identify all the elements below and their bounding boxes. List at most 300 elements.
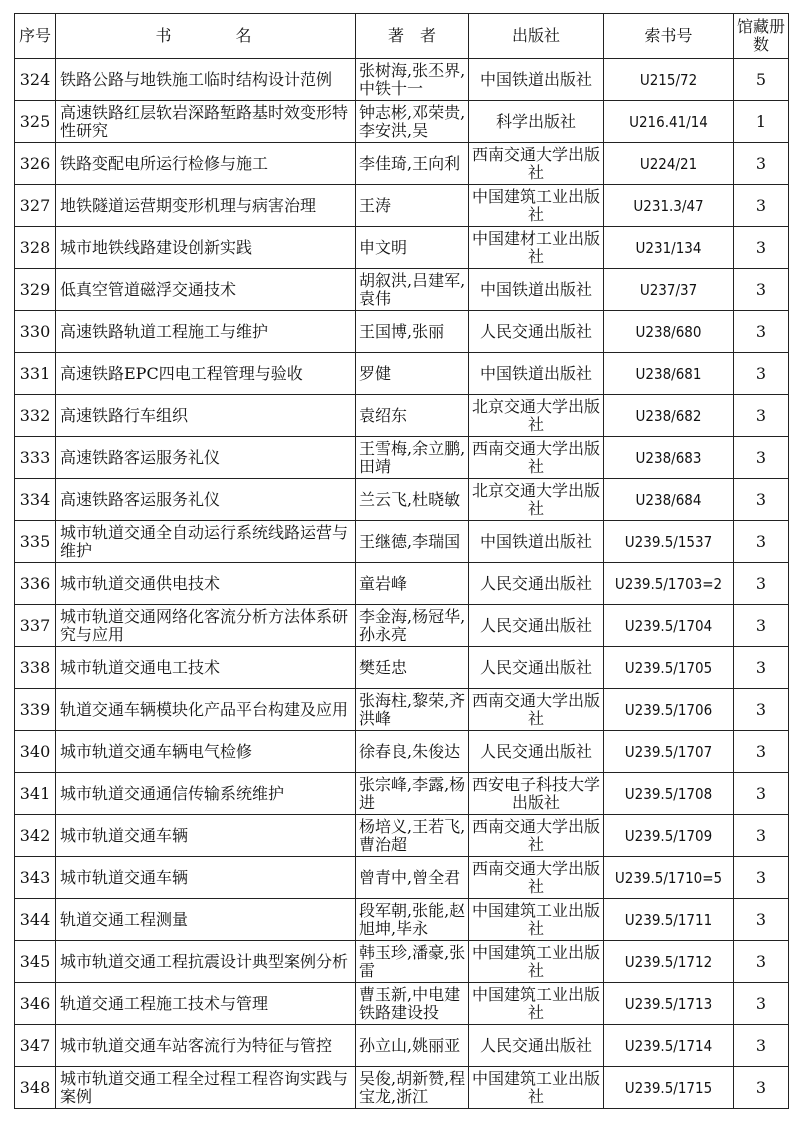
cell-author-text: 王国博,张丽 — [359, 322, 445, 341]
cell-author — [356, 227, 469, 269]
cell-call-number — [604, 479, 734, 521]
cell-copies — [734, 521, 789, 563]
cell-call-number-text: U239.5/1712 — [624, 952, 713, 971]
cell-author-text: 韩玉珍,潘豪,张雷 — [359, 943, 466, 980]
cell-publisher-text: 北京交通大学出版社 — [471, 397, 600, 434]
cell-copies — [734, 563, 789, 605]
cell-title-text: 城市轨道交通供电技术 — [60, 574, 221, 593]
cell-publisher — [469, 773, 604, 815]
cell-title — [56, 689, 356, 731]
cell-call-number-text: U239.5/1537 — [624, 532, 713, 551]
cell-author — [356, 353, 469, 395]
cell-copies — [734, 605, 789, 647]
cell-title — [56, 521, 356, 563]
cell-publisher-text: 人民交通出版社 — [479, 616, 592, 635]
cell-copies-text: 3 — [755, 238, 767, 257]
cell-copies — [734, 395, 789, 437]
cell-call-number-text: U238/681 — [635, 364, 702, 383]
cell-publisher-text: 中国建筑工业出版社 — [471, 901, 600, 938]
cell-call-number — [604, 311, 734, 353]
cell-publisher-text: 中国铁道出版社 — [479, 280, 592, 299]
cell-no-text: 331 — [19, 364, 51, 383]
cell-title-text: 铁路公路与地铁施工临时结构设计范例 — [60, 70, 333, 89]
cell-copies-text: 3 — [755, 910, 767, 929]
cell-publisher — [469, 689, 604, 731]
cell-title-text: 高速铁路轨道工程施工与维护 — [60, 322, 269, 341]
cell-author-text: 张树海,张丕界,中铁十一 — [359, 61, 466, 98]
cell-call-number-text: U216.41/14 — [629, 112, 708, 131]
cell-title-text: 轨道交通工程施工技术与管理 — [60, 994, 269, 1013]
table-row — [15, 311, 789, 353]
cell-no-text: 324 — [19, 70, 51, 89]
cell-call-number-text: U238/682 — [635, 406, 702, 425]
cell-no-text: 332 — [19, 406, 51, 425]
cell-call-number-text: U239.5/1707 — [624, 742, 713, 761]
cell-title — [56, 983, 356, 1025]
cell-copies-text: 3 — [755, 1036, 767, 1055]
cell-title-text: 轨道交通车辆模块化产品平台构建及应用 — [60, 700, 349, 719]
cell-author-text: 王继德,李瑞国 — [359, 532, 461, 551]
cell-copies — [734, 899, 789, 941]
cell-call-number-text: U239.5/1714 — [624, 1036, 713, 1055]
cell-author-text: 王涛 — [359, 196, 392, 215]
cell-publisher — [469, 185, 604, 227]
cell-author-text: 钟志彬,邓荣贵,李安洪,吴 — [359, 103, 466, 140]
cell-no — [15, 185, 56, 227]
cell-author — [356, 983, 469, 1025]
cell-title — [56, 101, 356, 143]
header-copies: 馆藏册数 — [734, 14, 789, 59]
cell-no — [15, 101, 56, 143]
header-publisher: 出版社 — [469, 14, 604, 59]
cell-title-text: 城市轨道交通车辆电气检修 — [60, 742, 253, 761]
cell-title — [56, 773, 356, 815]
cell-publisher — [469, 647, 604, 689]
cell-author — [356, 1067, 469, 1109]
cell-call-number — [604, 815, 734, 857]
table-row — [15, 353, 789, 395]
cell-title-text: 城市轨道交通工程全过程工程咨询实践与案例 — [60, 1069, 349, 1106]
cell-publisher — [469, 395, 604, 437]
cell-copies — [734, 353, 789, 395]
cell-copies — [734, 1025, 789, 1067]
cell-publisher — [469, 1025, 604, 1067]
cell-title-text: 城市轨道交通全自动运行系统线路运营与维护 — [60, 523, 349, 560]
cell-title-text: 高速铁路客运服务礼仪 — [60, 448, 221, 467]
cell-no — [15, 311, 56, 353]
cell-no — [15, 1025, 56, 1067]
cell-title — [56, 437, 356, 479]
cell-call-number-text: U239.5/1705 — [624, 658, 713, 677]
cell-author-text: 童岩峰 — [359, 574, 408, 593]
cell-copies-text: 3 — [755, 784, 767, 803]
cell-copies-text: 3 — [755, 154, 767, 173]
cell-call-number — [604, 143, 734, 185]
cell-publisher — [469, 521, 604, 563]
cell-copies — [734, 1067, 789, 1109]
cell-no-text: 337 — [19, 616, 51, 635]
cell-copies — [734, 59, 789, 101]
cell-publisher — [469, 59, 604, 101]
cell-publisher — [469, 605, 604, 647]
cell-publisher — [469, 227, 604, 269]
cell-no — [15, 269, 56, 311]
table-row — [15, 269, 789, 311]
cell-call-number-text: U239.5/1706 — [624, 700, 713, 719]
cell-no-text: 327 — [19, 196, 51, 215]
cell-copies — [734, 731, 789, 773]
cell-publisher — [469, 353, 604, 395]
cell-title-text: 城市轨道交通电工技术 — [60, 658, 221, 677]
cell-call-number-text: U239.5/1713 — [624, 994, 713, 1013]
cell-call-number — [604, 59, 734, 101]
table-row — [15, 437, 789, 479]
cell-title-text: 高速铁路红层软岩深路堑路基时效变形特性研究 — [60, 103, 349, 140]
cell-no-text: 336 — [19, 574, 51, 593]
cell-author-text: 张宗峰,李露,杨进 — [359, 775, 466, 812]
cell-author — [356, 185, 469, 227]
cell-author-text: 孙立山,姚丽亚 — [359, 1036, 461, 1055]
table-row — [15, 941, 789, 983]
table-row — [15, 101, 789, 143]
table-row — [15, 983, 789, 1025]
cell-author — [356, 731, 469, 773]
table-header — [15, 14, 789, 59]
cell-copies — [734, 437, 789, 479]
cell-no-text: 342 — [19, 826, 51, 845]
cell-publisher-text: 人民交通出版社 — [479, 742, 592, 761]
cell-call-number-text: U231/134 — [635, 238, 702, 257]
table-row — [15, 899, 789, 941]
cell-title — [56, 1067, 356, 1109]
cell-call-number-text: U238/683 — [635, 448, 702, 467]
cell-author-text: 张海柱,黎荣,齐洪峰 — [359, 691, 466, 728]
cell-copies-text: 3 — [755, 826, 767, 845]
cell-call-number-text: U239.5/1708 — [624, 784, 713, 803]
cell-title — [56, 395, 356, 437]
cell-author — [356, 395, 469, 437]
cell-author-text: 樊廷忠 — [359, 658, 408, 677]
cell-publisher — [469, 311, 604, 353]
cell-no-text: 333 — [19, 448, 51, 467]
cell-no — [15, 815, 56, 857]
cell-title — [56, 899, 356, 941]
cell-title-text: 城市轨道交通网络化客流分析方法体系研究与应用 — [60, 607, 349, 644]
cell-title-text: 城市轨道交通车辆 — [60, 868, 189, 887]
cell-title-text: 城市地铁线路建设创新实践 — [60, 238, 253, 257]
cell-publisher-text: 人民交通出版社 — [479, 574, 592, 593]
table-row — [15, 521, 789, 563]
cell-author-text: 袁绍东 — [359, 406, 408, 425]
table-row — [15, 395, 789, 437]
cell-copies-text: 3 — [755, 1078, 767, 1097]
cell-no — [15, 983, 56, 1025]
cell-no-text: 329 — [19, 280, 51, 299]
cell-no-text: 328 — [19, 238, 51, 257]
cell-publisher-text: 中国建筑工业出版社 — [471, 1069, 600, 1106]
cell-copies-text: 3 — [755, 742, 767, 761]
cell-copies-text: 3 — [755, 364, 767, 383]
cell-copies — [734, 941, 789, 983]
cell-no — [15, 689, 56, 731]
cell-title — [56, 605, 356, 647]
cell-no — [15, 59, 56, 101]
table-row — [15, 143, 789, 185]
cell-title — [56, 185, 356, 227]
cell-call-number-text: U239.5/1703=2 — [614, 574, 723, 593]
cell-title — [56, 563, 356, 605]
cell-publisher-text: 中国建材工业出版社 — [471, 229, 600, 266]
cell-title-text: 铁路变配电所运行检修与施工 — [60, 154, 269, 173]
cell-title — [56, 1025, 356, 1067]
cell-publisher — [469, 857, 604, 899]
table-row — [15, 59, 789, 101]
cell-call-number — [604, 689, 734, 731]
header-title: 书 名 — [56, 14, 356, 59]
cell-publisher-text: 人民交通出版社 — [479, 1036, 592, 1055]
cell-publisher — [469, 1067, 604, 1109]
cell-title-text: 高速铁路EPC四电工程管理与验收 — [60, 364, 303, 383]
cell-no — [15, 1067, 56, 1109]
cell-call-number — [604, 353, 734, 395]
cell-author — [356, 1025, 469, 1067]
cell-call-number — [604, 395, 734, 437]
cell-publisher-text: 中国建筑工业出版社 — [471, 985, 600, 1022]
cell-title-text: 轨道交通工程测量 — [60, 910, 189, 929]
header-row — [15, 14, 789, 59]
cell-copies — [734, 227, 789, 269]
cell-publisher — [469, 983, 604, 1025]
cell-no-text: 348 — [19, 1078, 51, 1097]
cell-no-text: 325 — [19, 112, 51, 131]
cell-no — [15, 353, 56, 395]
cell-copies — [734, 143, 789, 185]
cell-author-text: 徐春良,朱俊达 — [359, 742, 461, 761]
cell-author-text: 段军朝,张能,赵旭坤,毕永 — [359, 901, 466, 938]
cell-call-number-text: U239.5/1709 — [624, 826, 713, 845]
cell-author — [356, 521, 469, 563]
cell-copies-text: 1 — [755, 112, 767, 131]
cell-author-text: 胡叙洪,吕建军,袁伟 — [359, 271, 466, 308]
cell-title — [56, 59, 356, 101]
cell-call-number — [604, 605, 734, 647]
cell-copies-text: 3 — [755, 994, 767, 1013]
cell-call-number — [604, 773, 734, 815]
cell-title — [56, 647, 356, 689]
cell-publisher-text: 西南交通大学出版社 — [471, 691, 600, 728]
cell-copies-text: 3 — [755, 280, 767, 299]
book-list-table — [14, 13, 789, 1109]
cell-author — [356, 59, 469, 101]
cell-author — [356, 647, 469, 689]
cell-no-text: 341 — [19, 784, 51, 803]
cell-author-text: 曾青中,曾全君 — [359, 868, 461, 887]
cell-title-text: 城市轨道交通通信传输系统维护 — [60, 784, 285, 803]
cell-title-text: 高速铁路客运服务礼仪 — [60, 490, 221, 509]
table-row — [15, 185, 789, 227]
cell-call-number-text: U239.5/1704 — [624, 616, 713, 635]
cell-publisher-text: 中国建筑工业出版社 — [471, 943, 600, 980]
cell-no — [15, 143, 56, 185]
cell-title-text: 城市轨道交通车辆 — [60, 826, 189, 845]
cell-no — [15, 605, 56, 647]
cell-call-number-text: U215/72 — [639, 70, 698, 89]
cell-copies — [734, 185, 789, 227]
cell-title — [56, 353, 356, 395]
cell-call-number — [604, 269, 734, 311]
cell-no — [15, 479, 56, 521]
cell-call-number-text: U224/21 — [639, 154, 698, 173]
cell-author-text: 杨培义,王若飞,曹治超 — [359, 817, 466, 854]
table-row — [15, 1025, 789, 1067]
cell-no-text: 344 — [19, 910, 51, 929]
cell-call-number-text: U239.5/1711 — [624, 910, 713, 929]
cell-publisher-text: 西南交通大学出版社 — [471, 817, 600, 854]
cell-title-text: 城市轨道交通工程抗震设计典型案例分析 — [60, 952, 349, 971]
cell-copies-text: 3 — [755, 868, 767, 887]
cell-author — [356, 815, 469, 857]
cell-no-text: 340 — [19, 742, 51, 761]
cell-author-text: 罗健 — [359, 364, 392, 383]
cell-copies-text: 5 — [755, 70, 767, 89]
cell-call-number — [604, 1067, 734, 1109]
cell-publisher — [469, 731, 604, 773]
cell-title — [56, 227, 356, 269]
cell-publisher-text: 中国建筑工业出版社 — [471, 187, 600, 224]
cell-call-number — [604, 437, 734, 479]
cell-copies-text: 3 — [755, 532, 767, 551]
cell-title — [56, 731, 356, 773]
cell-author — [356, 857, 469, 899]
cell-author — [356, 143, 469, 185]
cell-call-number-text: U231.3/47 — [633, 196, 704, 215]
cell-publisher-text: 科学出版社 — [495, 112, 576, 131]
cell-author — [356, 899, 469, 941]
cell-no — [15, 857, 56, 899]
cell-no-text: 343 — [19, 868, 51, 887]
header-call-number: 索书号 — [604, 14, 734, 59]
cell-author-text: 兰云飞,杜晓敏 — [359, 490, 461, 509]
cell-call-number — [604, 731, 734, 773]
cell-publisher-text: 西南交通大学出版社 — [471, 145, 600, 182]
cell-no — [15, 395, 56, 437]
cell-publisher-text: 北京交通大学出版社 — [471, 481, 600, 518]
cell-no — [15, 437, 56, 479]
cell-copies — [734, 815, 789, 857]
table-body — [15, 59, 789, 1109]
table-row — [15, 689, 789, 731]
cell-author-text: 申文明 — [359, 238, 408, 257]
cell-call-number — [604, 1025, 734, 1067]
cell-no-text: 334 — [19, 490, 51, 509]
cell-publisher — [469, 479, 604, 521]
cell-author — [356, 269, 469, 311]
cell-call-number-text: U239.5/1715 — [624, 1078, 713, 1097]
cell-no-text: 339 — [19, 700, 51, 719]
cell-call-number-text: U238/680 — [635, 322, 702, 341]
cell-title-text: 地铁隧道运营期变形机理与病害治理 — [60, 196, 317, 215]
cell-call-number — [604, 857, 734, 899]
table-row — [15, 857, 789, 899]
cell-no — [15, 731, 56, 773]
cell-author — [356, 101, 469, 143]
cell-publisher-text: 人民交通出版社 — [479, 322, 592, 341]
cell-copies-text: 3 — [755, 952, 767, 971]
cell-no-text: 335 — [19, 532, 51, 551]
cell-publisher — [469, 815, 604, 857]
cell-author — [356, 773, 469, 815]
cell-call-number-text: U239.5/1710=5 — [614, 868, 723, 887]
cell-title — [56, 479, 356, 521]
cell-copies-text: 3 — [755, 574, 767, 593]
cell-title-text: 高速铁路行车组织 — [60, 406, 189, 425]
cell-publisher-text: 中国铁道出版社 — [479, 532, 592, 551]
table-row — [15, 647, 789, 689]
cell-no-text: 346 — [19, 994, 51, 1013]
cell-publisher — [469, 101, 604, 143]
cell-title — [56, 941, 356, 983]
cell-call-number — [604, 647, 734, 689]
cell-title — [56, 269, 356, 311]
cell-no — [15, 521, 56, 563]
cell-call-number — [604, 941, 734, 983]
cell-author — [356, 563, 469, 605]
cell-author-text: 李佳琦,王向利 — [359, 154, 461, 173]
header-no: 序号 — [15, 14, 56, 59]
cell-no-text: 338 — [19, 658, 51, 677]
cell-publisher-text: 中国铁道出版社 — [479, 364, 592, 383]
table-row — [15, 563, 789, 605]
cell-no — [15, 941, 56, 983]
table-row — [15, 815, 789, 857]
cell-call-number — [604, 521, 734, 563]
cell-copies — [734, 857, 789, 899]
table-row — [15, 773, 789, 815]
cell-title — [56, 857, 356, 899]
cell-publisher — [469, 437, 604, 479]
cell-publisher-text: 西南交通大学出版社 — [471, 439, 600, 476]
cell-copies-text: 3 — [755, 700, 767, 719]
table-row — [15, 605, 789, 647]
cell-publisher — [469, 269, 604, 311]
cell-call-number — [604, 983, 734, 1025]
cell-copies-text: 3 — [755, 406, 767, 425]
cell-copies — [734, 647, 789, 689]
cell-author — [356, 437, 469, 479]
cell-copies — [734, 983, 789, 1025]
cell-author-text: 吴俊,胡新赞,程宝龙,浙江 — [359, 1069, 466, 1106]
cell-copies — [734, 101, 789, 143]
cell-copies — [734, 269, 789, 311]
cell-no — [15, 227, 56, 269]
cell-publisher — [469, 563, 604, 605]
cell-call-number — [604, 227, 734, 269]
cell-publisher — [469, 143, 604, 185]
cell-copies-text: 3 — [755, 616, 767, 635]
cell-no-text: 330 — [19, 322, 51, 341]
cell-publisher — [469, 899, 604, 941]
cell-copies — [734, 479, 789, 521]
cell-no-text: 345 — [19, 952, 51, 971]
header-author: 著 者 — [356, 14, 469, 59]
cell-copies — [734, 773, 789, 815]
cell-copies — [734, 689, 789, 731]
cell-author — [356, 689, 469, 731]
table-row — [15, 479, 789, 521]
table-row — [15, 227, 789, 269]
cell-no — [15, 647, 56, 689]
cell-copies-text: 3 — [755, 322, 767, 341]
